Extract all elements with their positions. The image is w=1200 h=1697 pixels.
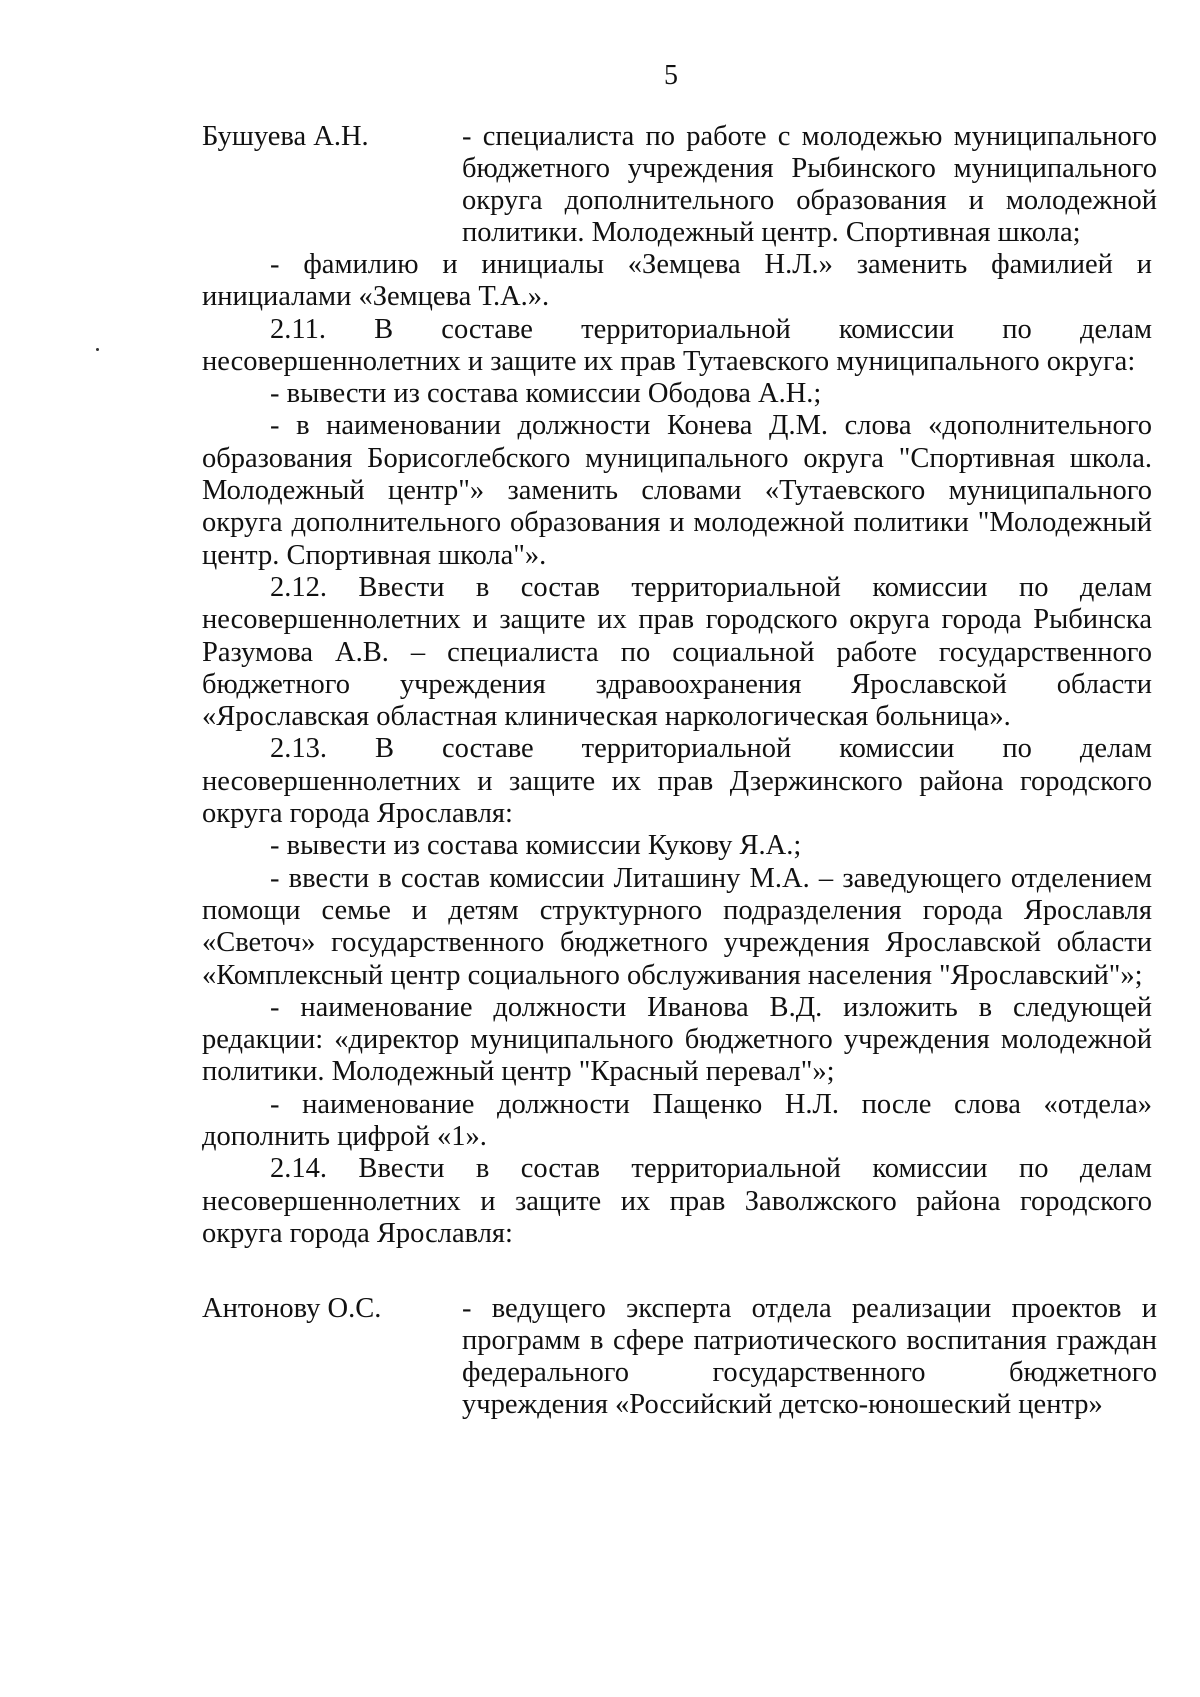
page-number: 5 [664,60,678,91]
paragraph: 2.14. Ввести в состав территориальной комиссии по делам несовершеннолетних и защите их прав Заволжского района городского округа города Ярославля: [202,1153,1152,1249]
paragraph: - в наименовании должности Конева Д.М. слова «дополнительного образования Борисоглебского муниципального округа "Спортивная школа. Молодежный центр"» заменить словами «Тутаевского муниципального округа дополнительного образования и молодежной политики "Молодежный центр. Спортивная школа"». [202,410,1152,571]
scan-speck [96,348,99,351]
member-entry-top [202,121,1157,249]
member-name: Бушуева А.Н. [202,121,369,152]
paragraph: - фамилию и инициалы «Земцева Н.Л.» заменить фамилией и инициалами «Земцева Т.А.». [202,249,1152,313]
member-entry-bottom [202,1293,1157,1421]
paragraph: - вывести из состава комиссии Кукову Я.А.; [270,830,802,862]
member-name: Антонову О.С. [202,1293,382,1324]
paragraph: - наименование должности Пащенко Н.Л. после слова «отдела» дополнить цифрой «1». [202,1088,1152,1153]
paragraph: - вывести из состава комиссии Ободова А.Н.; [270,378,822,410]
member-position: - специалиста по работе с молодежью муниципального бюджетного учреждения Рыбинского муниципального округа дополнительного образования и молодежной политики. Молодежный центр. Спортивная школа; [462,121,1157,248]
document-body [202,249,1152,1250]
paragraph: 2.11. В составе территориальной комиссии по делам несовершеннолетних и защите их прав Тутаевского муниципального округа: [202,313,1152,377]
paragraph: - ввести в состав комиссии Литашину М.А. – заведующего отделением помощи семье и детям структурного подразделения города Ярославля «Светоч» государственного бюджетного учреждения Ярославской области «Комплексный центр социального обслуживания населения "Ярославский"»; [202,862,1152,991]
paragraph: 2.12. Ввести в состав территориальной комиссии по делам несовершеннолетних и защите их прав городского округа города Рыбинска Разумова А.В. – специалиста по социальной работе государственного бюджетного учреждения здравоохранения Ярославской области «Ярославская областная клиническая наркологическая больница». [202,571,1152,733]
member-position: - ведущего эксперта отдела реализации проектов и программ в сфере патриотического воспитания граждан федерального государственного бюджетного учреждения «Российский детско-юношеский центр» [462,1293,1157,1420]
paragraph: - наименование должности Иванова В.Д. изложить в следующей редакции: «директор муниципального бюджетного учреждения молодежной политики. Молодежный центр "Красный перевал"»; [202,991,1152,1088]
paragraph: 2.13. В составе территориальной комиссии по делам несовершеннолетних и защите их прав Дзержинского района городского округа города Ярославля: [202,733,1152,830]
